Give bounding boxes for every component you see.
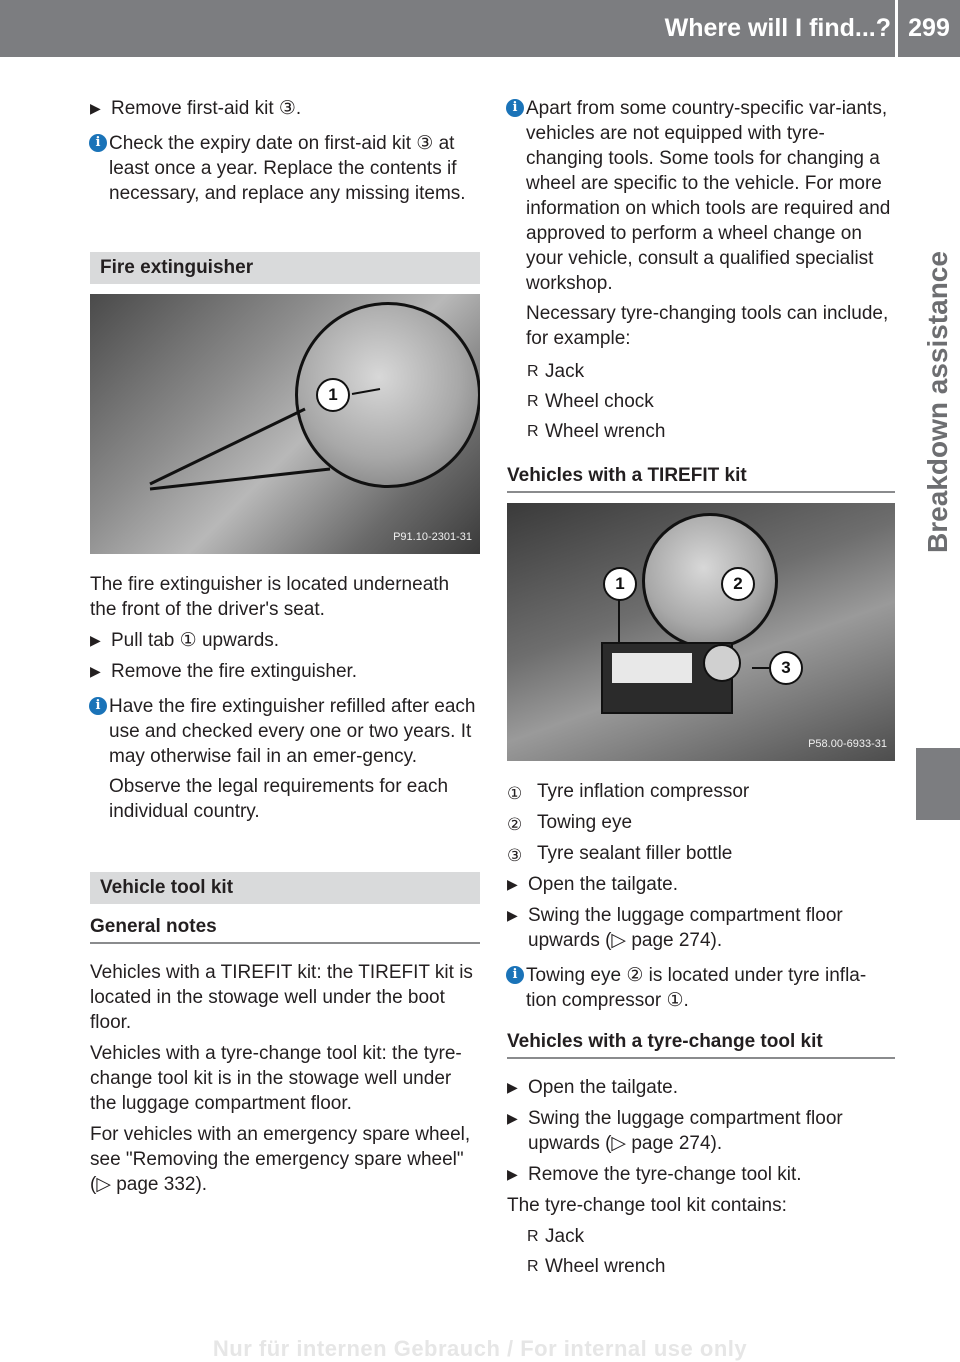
step-arrow-icon: ▶ — [90, 100, 101, 116]
legend-text: Towing eye — [537, 812, 633, 833]
pointer-lines — [90, 294, 480, 554]
list-item-text: Wheel chock — [545, 391, 654, 412]
bullet-marker: R — [527, 363, 539, 380]
info-text: Necessary tyre-changing tools can include, for example: — [526, 303, 889, 349]
info-note — [507, 96, 895, 351]
step-item — [507, 1075, 895, 1100]
legend-item — [507, 841, 895, 866]
info-text: Apart from some country-specific var-iants, vehicles are not equipped with tyre-changing tools. Some tools for changing a wheel are specific to the vehicle. For more information on which tools are required and approved to perform a wheel change on your vehicle, consult a qualified specialist workshop. — [526, 98, 891, 294]
page-title: Where will I find...? — [664, 14, 891, 42]
step-arrow-icon: ▶ — [90, 632, 101, 648]
tirefit-kit-photo — [507, 503, 895, 761]
step-text: Remove the tyre-change tool kit. — [528, 1164, 802, 1185]
right-column — [507, 96, 895, 1284]
info-text: Towing eye ② is located under tyre infla-tion compressor ①. — [526, 965, 867, 1011]
left-column — [90, 96, 480, 1203]
list-item — [507, 389, 895, 414]
step-item — [507, 1106, 895, 1156]
step-text: Remove first-aid kit ③. — [111, 98, 302, 119]
paragraph: For vehicles with an emergency spare wheel, see "Removing the emergency spare wheel" (▷ page 332). — [90, 1124, 471, 1195]
side-tab-label: Breakdown assistance — [922, 251, 954, 553]
subheading-tirefit-kit: Vehicles with a TIREFIT kit — [507, 463, 895, 493]
side-tab-marker — [916, 748, 960, 820]
paragraph: The fire extinguisher is located underneath the front of the driver's seat. — [90, 574, 450, 620]
bullet-marker: R — [527, 393, 539, 410]
section-heading-vehicle-tool-kit: Vehicle tool kit — [90, 872, 480, 904]
step-item — [507, 903, 895, 953]
list-item-text: Wheel wrench — [545, 1256, 666, 1277]
list-item — [507, 359, 895, 384]
step-item — [90, 628, 480, 653]
step-text: Swing the luggage compartment floor upwards (▷ page 274). — [528, 1108, 843, 1154]
step-text: Pull tab ① upwards. — [111, 630, 280, 651]
paragraph: The tyre-change tool kit contains: — [507, 1195, 787, 1216]
legend-number: ② — [507, 815, 523, 834]
step-item — [90, 659, 480, 684]
info-icon: i — [506, 966, 524, 984]
fire-extinguisher-photo — [90, 294, 480, 554]
list-item-text: Wheel wrench — [545, 421, 666, 442]
watermark: Nur für internen Gebrauch / For internal use only — [212, 1336, 748, 1361]
list-item — [507, 1224, 895, 1249]
bullet-marker: R — [527, 1258, 539, 1275]
paragraph: Vehicles with a TIREFIT kit: the TIREFIT kit is located in the stowage well under the boot floor. — [90, 962, 473, 1033]
step-item — [507, 872, 895, 897]
info-text: Check the expiry date on first-aid kit ③ at least once a year. Replace the contents if necessary, and replace any missing items. — [109, 133, 466, 204]
subheading-general-notes: General notes — [90, 914, 480, 944]
info-icon: i — [506, 99, 524, 117]
info-text: Have the fire extinguisher refilled after each use and checked every one or two years. It may otherwise fail in an emer-gency. — [109, 696, 476, 767]
image-code: P58.00-6933-31 — [808, 738, 887, 750]
info-text: Observe the legal requirements for each individual country. — [109, 776, 449, 822]
callout-1: 1 — [316, 378, 350, 412]
list-item — [507, 1254, 895, 1279]
legend-number: ① — [507, 784, 523, 803]
pointer-lines — [507, 503, 895, 761]
step-arrow-icon: ▶ — [507, 1079, 518, 1095]
bullet-marker: R — [527, 423, 539, 440]
step-text: Remove the fire extinguisher. — [111, 661, 358, 682]
legend-text: Tyre sealant filler bottle — [537, 843, 733, 864]
step-arrow-icon: ▶ — [90, 663, 101, 679]
callout-3: 3 — [769, 651, 803, 685]
paragraph: Vehicles with a tyre-change tool kit: the tyre-change tool kit is in the stowage well under the luggage compartment floor. — [90, 1043, 462, 1114]
info-note — [90, 131, 480, 206]
image-code: P91.10-2301-31 — [393, 531, 472, 543]
step-text: Open the tailgate. — [528, 1077, 678, 1098]
callout-1: 1 — [603, 567, 637, 601]
step-item — [90, 96, 480, 121]
step-arrow-icon: ▶ — [507, 907, 518, 923]
step-text: Open the tailgate. — [528, 874, 678, 895]
legend-text: Tyre inflation compressor — [537, 781, 750, 802]
info-note — [507, 963, 895, 1013]
info-icon: i — [89, 697, 107, 715]
list-item-text: Jack — [545, 361, 585, 382]
bullet-marker: R — [527, 1228, 539, 1245]
legend-item — [507, 810, 895, 835]
step-arrow-icon: ▶ — [507, 1166, 518, 1182]
step-arrow-icon: ▶ — [507, 876, 518, 892]
page-number: 299 — [908, 14, 950, 42]
list-item — [507, 419, 895, 444]
info-note — [90, 694, 480, 824]
header-bar — [0, 0, 960, 57]
step-item — [507, 1162, 895, 1187]
info-icon: i — [89, 134, 107, 152]
subheading-tyre-change-kit: Vehicles with a tyre-change tool kit — [507, 1029, 895, 1059]
step-text: Swing the luggage compartment floor upwards (▷ page 274). — [528, 905, 843, 951]
list-item-text: Jack — [545, 1226, 585, 1247]
legend-number: ③ — [507, 846, 523, 865]
callout-2: 2 — [721, 567, 755, 601]
legend-item — [507, 779, 895, 804]
side-tab — [916, 57, 960, 747]
step-arrow-icon: ▶ — [507, 1110, 518, 1126]
section-heading-fire-extinguisher: Fire extinguisher — [90, 252, 480, 284]
